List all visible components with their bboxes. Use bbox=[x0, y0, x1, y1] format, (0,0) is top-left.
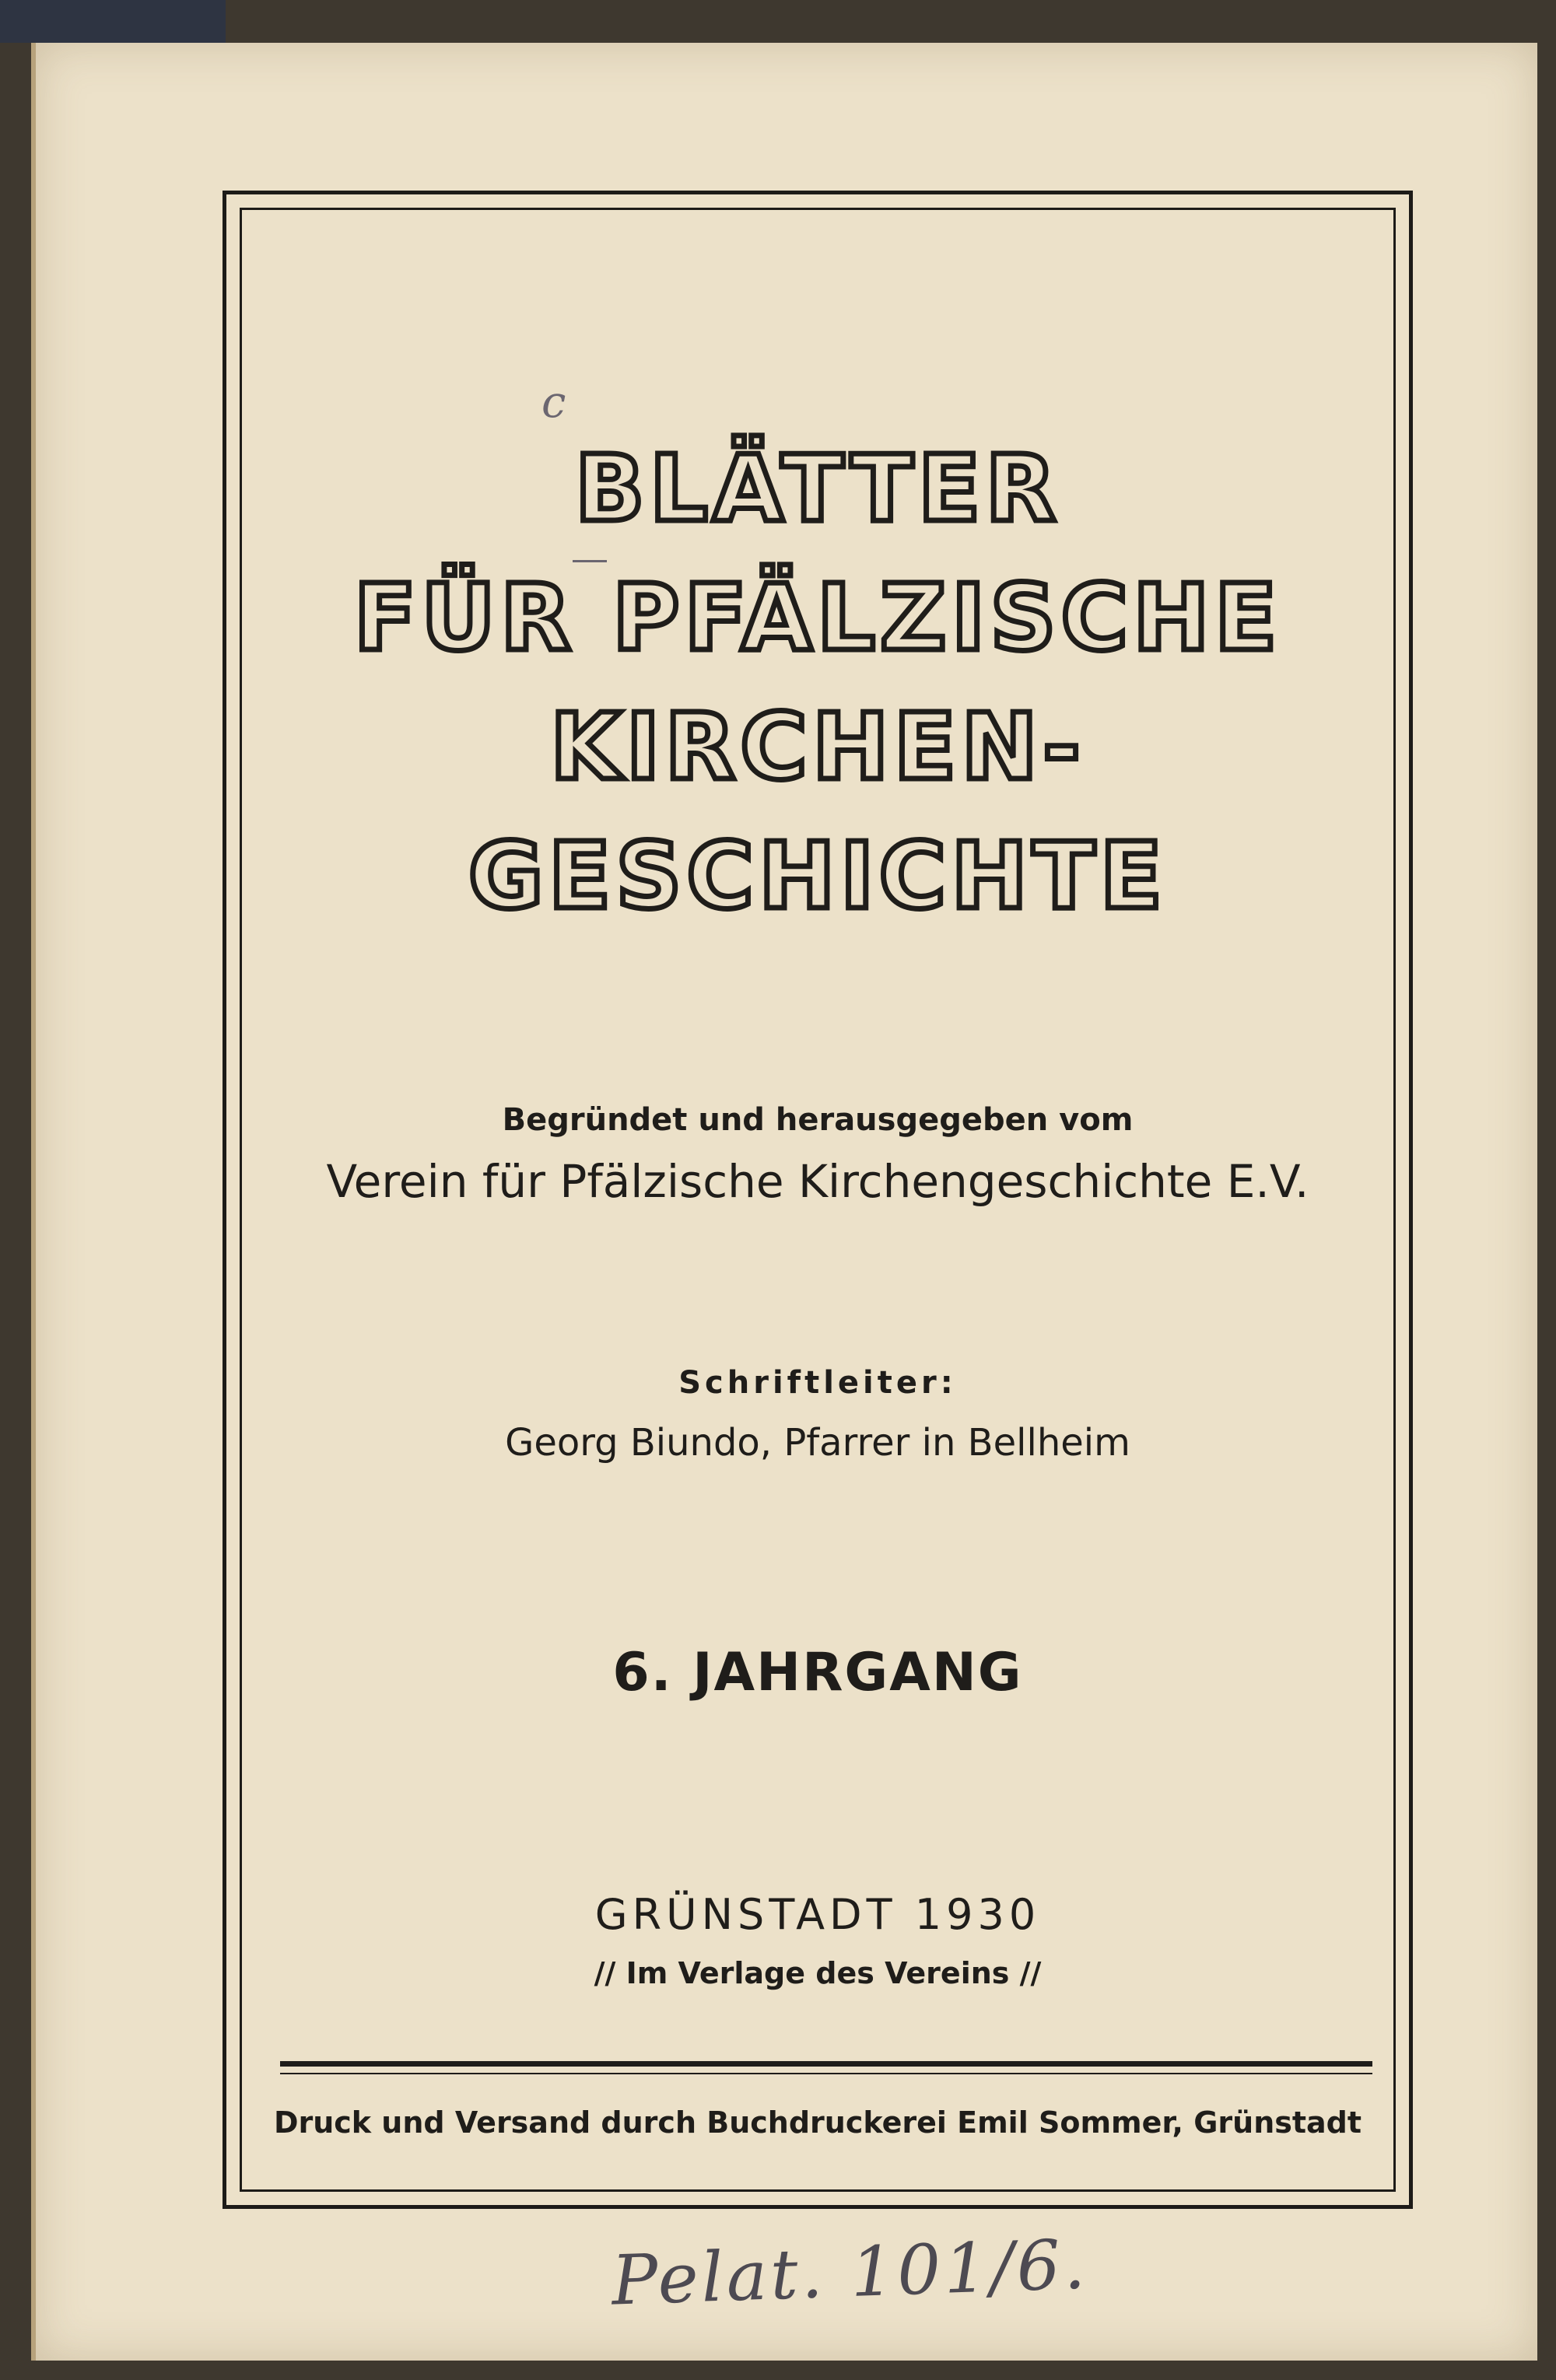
divider-rule-thin bbox=[280, 2073, 1372, 2074]
place-and-year: GRÜNSTADT 1930 bbox=[594, 1890, 1041, 1939]
title-line-1: BLÄTTER bbox=[574, 435, 1061, 542]
title-line-2: FÜR PFÄLZISCHE bbox=[353, 564, 1282, 671]
divider-rule-thick bbox=[280, 2061, 1372, 2067]
title-line-4: GESCHICHTE bbox=[468, 822, 1168, 929]
publisher-name: Verein für Pfälzische Kirchengeschichte E.V. bbox=[326, 1155, 1309, 1208]
pencil-mark: c bbox=[541, 377, 566, 428]
title-page bbox=[31, 43, 1537, 2361]
title-page-content bbox=[240, 208, 1396, 2192]
editor-label: Schriftleiter: bbox=[678, 1365, 957, 1401]
title-line-3: KIRCHEN- bbox=[550, 693, 1085, 800]
volume-number: 6. JAHRGANG bbox=[612, 1642, 1023, 1703]
founded-by-text: Begründet und herausgegeben vom bbox=[502, 1102, 1134, 1138]
editor-name: Georg Biundo, Pfarrer in Bellheim bbox=[505, 1421, 1130, 1465]
binding-tab bbox=[0, 0, 226, 43]
imprint-line: // Im Verlage des Vereins // bbox=[594, 1956, 1042, 1990]
handwritten-shelfmark: Pelat. 101/6. bbox=[610, 2224, 1090, 2321]
printer-line: Druck und Versand durch Buchdruckerei Emil Sommer, Grünstadt bbox=[273, 2105, 1362, 2140]
